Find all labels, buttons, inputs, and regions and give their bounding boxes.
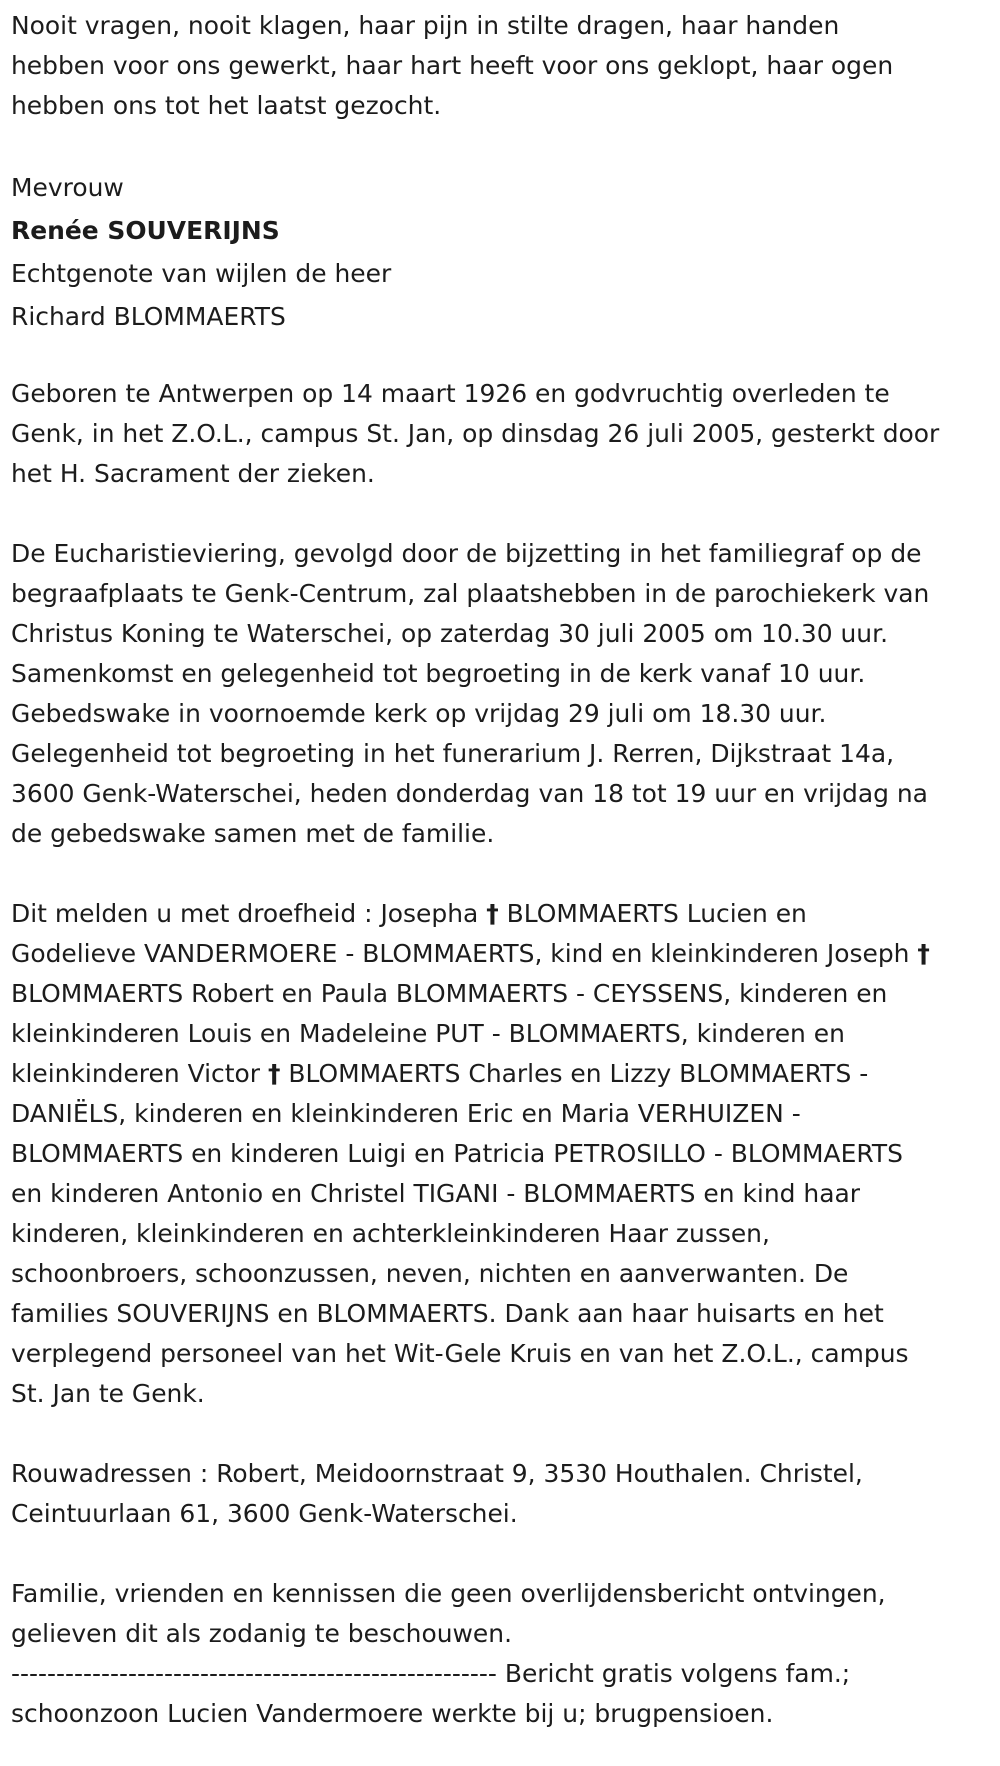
family-text: Dit melden u met droefheid : Josepha: [11, 899, 487, 928]
closing-line: gelieven dit als zodanig te beschouwen.: [11, 1619, 513, 1648]
address-line: Ceintuurlaan 61, 3600 Genk-Waterschei.: [11, 1499, 518, 1528]
motto-line: hebben voor ons gewerkt, haar hart heeft voor ons geklopt, haar ogen: [11, 51, 894, 80]
cross-icon: †: [267, 1059, 281, 1088]
paragraph-spacer: [11, 494, 991, 534]
addresses-paragraph: [11, 1454, 991, 1534]
ceremony-line: De Eucharistieviering, gevolgd door de bijzetting in het familiegraf op de: [11, 539, 922, 568]
family-line: verplegend personeel van het Wit-Gele Kruis en van het Z.O.L., campus: [11, 1339, 909, 1368]
spouse-name: Richard BLOMMAERTS: [11, 302, 286, 331]
spouse-line: Echtgenote van wijlen de heer: [11, 259, 392, 288]
birth-death-paragraph: [11, 374, 991, 494]
ceremony-line: Gebedswake in voornoemde kerk op vrijdag 29 juli om 18.30 uur.: [11, 699, 827, 728]
family-paragraph: [11, 894, 991, 1414]
family-text: BLOMMAERTS Lucien en: [498, 899, 807, 928]
family-line: BLOMMAERTS Robert en Paula BLOMMAERTS - CEYSSENS, kinderen en: [11, 979, 888, 1008]
family-line: kleinkinderen Louis en Madeleine PUT - BLOMMAERTS, kinderen en: [11, 1019, 845, 1048]
ceremony-line: Samenkomst en gelegenheid tot begroeting in de kerk vanaf 10 uur.: [11, 659, 866, 688]
family-text: Godelieve VANDERMOERE - BLOMMAERTS, kind en kleinkinderen Joseph: [11, 939, 918, 968]
cross-icon: †: [917, 939, 930, 968]
paragraph-spacer: [11, 1534, 991, 1574]
closing-line: schoonzoon Lucien Vandermoere werkte bij u; brugpensioen.: [11, 1699, 774, 1728]
deceased-name: Renée SOUVERIJNS: [11, 216, 280, 245]
family-line: families SOUVERIJNS en BLOMMAERTS. Dank aan haar huisarts en het: [11, 1299, 884, 1328]
motto-paragraph: [11, 6, 991, 126]
birth-death-line: het H. Sacrament der zieken.: [11, 459, 375, 488]
family-line: DANIËLS, kinderen en kleinkinderen Eric en Maria VERHUIZEN -: [11, 1099, 801, 1128]
ceremony-line: de gebedswake samen met de familie.: [11, 819, 495, 848]
salutation: Mevrouw: [11, 173, 124, 202]
motto-line: hebben ons tot het laatst gezocht.: [11, 91, 442, 120]
family-line: kinderen, kleinkinderen en achterkleinkinderen Haar zussen,: [11, 1219, 770, 1248]
paragraph-spacer: [11, 854, 991, 894]
address-line: Rouwadressen : Robert, Meidoornstraat 9, 3530 Houthalen. Christel,: [11, 1459, 863, 1488]
closing-paragraph: [11, 1574, 991, 1734]
ceremony-line: Gelegenheid tot begroeting in het funerarium J. Rerren, Dijkstraat 14a,: [11, 739, 895, 768]
family-line: BLOMMAERTS en kinderen Luigi en Patricia PETROSILLO - BLOMMAERTS: [11, 1139, 903, 1168]
family-line: [11, 934, 991, 974]
closing-line: ------------------------------------------------------ Bericht gratis volgens fam.;: [11, 1659, 851, 1688]
family-line: St. Jan te Genk.: [11, 1379, 205, 1408]
paragraph-spacer: [11, 1414, 991, 1454]
family-text: kleinkinderen Victor: [11, 1059, 268, 1088]
family-line: [11, 894, 991, 934]
paragraph-spacer: [11, 126, 991, 166]
ceremony-line: begraafplaats te Genk-Centrum, zal plaatshebben in de parochiekerk van: [11, 579, 930, 608]
family-line: en kinderen Antonio en Christel TIGANI - BLOMMAERTS en kind haar: [11, 1179, 861, 1208]
family-line: schoonbroers, schoonzussen, neven, nichten en aanverwanten. De: [11, 1259, 849, 1288]
family-line: [11, 1054, 991, 1094]
ceremony-line: Christus Koning te Waterschei, op zaterdag 30 juli 2005 om 10.30 uur.: [11, 619, 889, 648]
cross-icon: †: [486, 899, 499, 928]
paragraph-spacer: [11, 338, 991, 374]
birth-death-line: Geboren te Antwerpen op 14 maart 1926 en godvruchtig overleden te: [11, 379, 890, 408]
ceremony-paragraph: [11, 534, 991, 854]
motto-line: Nooit vragen, nooit klagen, haar pijn in stilte dragen, haar handen: [11, 11, 840, 40]
deceased-block: [11, 166, 991, 338]
obituary-notice: [11, 6, 991, 1734]
ceremony-line: 3600 Genk-Waterschei, heden donderdag van 18 tot 19 uur en vrijdag na: [11, 779, 928, 808]
family-text: BLOMMAERTS Charles en Lizzy BLOMMAERTS -: [280, 1059, 869, 1088]
closing-line: Familie, vrienden en kennissen die geen overlijdensbericht ontvingen,: [11, 1579, 886, 1608]
birth-death-line: Genk, in het Z.O.L., campus St. Jan, op dinsdag 26 juli 2005, gesterkt door: [11, 419, 940, 448]
